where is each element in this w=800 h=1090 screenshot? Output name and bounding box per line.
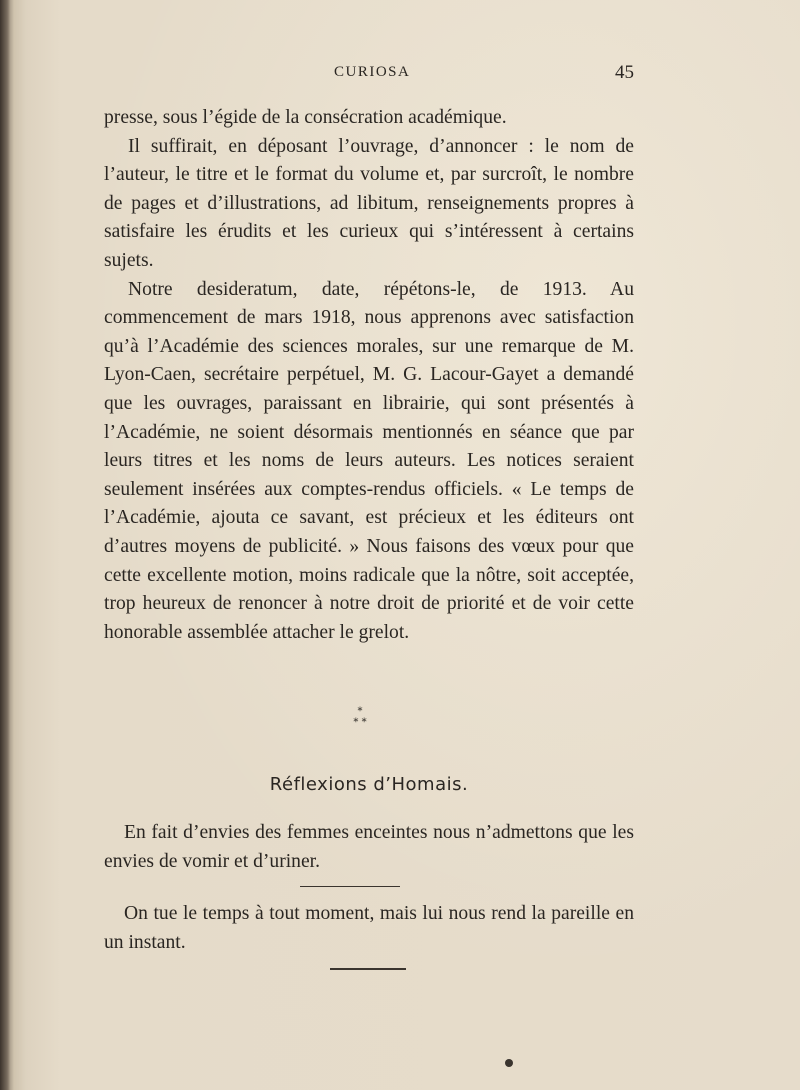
section-title: Réflexions d’Homais.: [269, 774, 469, 795]
page-binding-edge: [0, 0, 10, 1090]
ink-dot: [505, 1059, 513, 1067]
asterism-bottom: * *: [353, 717, 367, 728]
body-text: [104, 104, 634, 647]
paragraph-continuation: presse, sous l’égide de la consécration académique.: [104, 107, 507, 128]
end-rule: [330, 968, 406, 970]
paragraph-suffirait: Il suffirait, en déposant l’ouvrage, d’annoncer : le nom de l’auteur, le titre et le format du volume et, par surcroît, le nombre de pages et d’illustrations, ad libitum, renseignements propres à satisfaire les érudits et les curieux qui s’intéressent à certains sujets.: [104, 135, 634, 271]
section-paragraph-envies: En fait d’envies des femmes enceintes nous n’admettons que les envies de vomir et d’uriner.: [104, 822, 634, 872]
page-number: 45: [615, 62, 634, 83]
running-header: [104, 64, 634, 88]
running-title: CURIOSA: [334, 64, 411, 80]
asterism: [340, 706, 380, 738]
paragraph-desideratum: Notre desideratum, date, répétons-le, de 1913. Au commencement de mars 1918, nous apprenons avec satisfaction qu’à l’Académie des sciences morales, sur une remarque de M. Lyon-Caen, secrétaire perpétuel, M. G. Lacour-Gayet a demandé que les ouvrages, paraissant en librairie, qui sont présentés à l’Académie, ne soient désormais mentionnés en séance que par leurs titres et les noms de leurs auteurs. Les notices seraient seulement insérées aux comptes-rendus officiels. « Le temps de l’Académie, ajouta ce savant, est précieux et les éditeurs ont d’autres moyens de publicité. » Nous faisons des vœux pour que cette excellente motion, moins radicale que la nôtre, soit acceptée, trop heureux de renoncer à notre droit de priorité et de voir cette honorable assemblée attacher le grelot.: [104, 278, 634, 643]
section-paragraph-temps: On tue le temps à tout moment, mais lui nous rend la pareille en un instant.: [104, 903, 634, 953]
separator-rule: [300, 886, 400, 887]
asterism-top: *: [357, 706, 363, 717]
